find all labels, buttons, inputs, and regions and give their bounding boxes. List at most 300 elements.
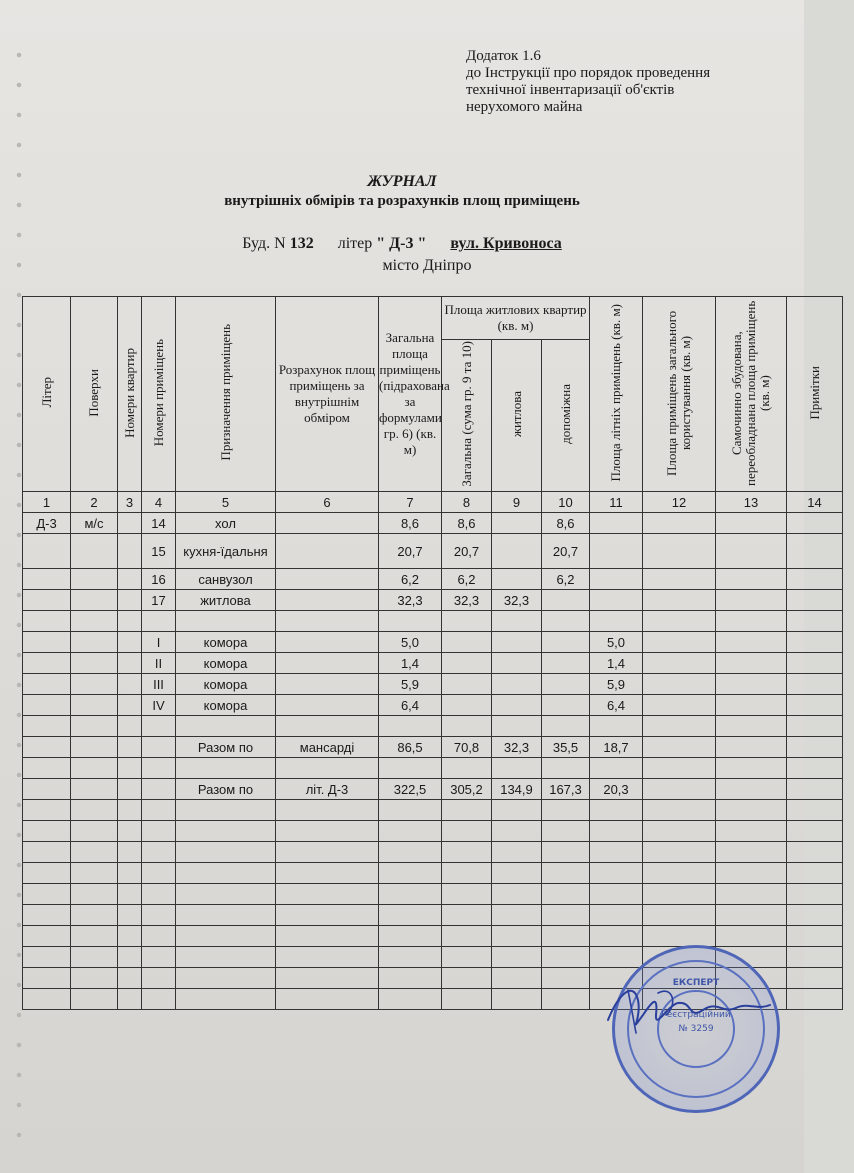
- cell-empty: [590, 926, 643, 947]
- cell-summer: 6,4: [590, 695, 643, 716]
- cell-lv: [492, 569, 542, 590]
- building-line: [0, 235, 804, 253]
- cell-floor: м/с: [71, 513, 118, 534]
- header-floors: Поверхи: [71, 297, 118, 492]
- cell-empty: [176, 926, 276, 947]
- cell-empty: [23, 863, 71, 884]
- cell-note: [787, 590, 843, 611]
- cell-liter: [23, 632, 71, 653]
- liter-value: " Д-3 ": [376, 235, 427, 252]
- cell-liter: [23, 695, 71, 716]
- cell-liter: [23, 758, 71, 779]
- cell-empty: [118, 842, 142, 863]
- cell-note: [787, 569, 843, 590]
- cell-lt: 305,2: [442, 779, 492, 800]
- cell-purpose: [176, 758, 276, 779]
- cell-empty: [542, 884, 590, 905]
- cell-empty: [142, 926, 176, 947]
- cell-empty: [716, 842, 787, 863]
- column-number: 11: [590, 492, 643, 513]
- header-living-group: Площа житлових квартир (кв. м): [442, 297, 590, 340]
- cell-empty: [590, 884, 643, 905]
- appendix-line-3: технічної інвентаризації об'єктів: [466, 82, 675, 98]
- cell-room: [142, 758, 176, 779]
- column-number: 6: [276, 492, 379, 513]
- cell-empty: [787, 821, 843, 842]
- cell-unauth: [716, 779, 787, 800]
- cell-empty: [716, 884, 787, 905]
- cell-summer: [590, 513, 643, 534]
- column-number: 3: [118, 492, 142, 513]
- column-number: 2: [71, 492, 118, 513]
- cell-empty: [276, 884, 379, 905]
- table-row: [23, 716, 843, 737]
- cell-total: 8,6: [379, 513, 442, 534]
- cell-liter: [23, 611, 71, 632]
- cell-calc: [276, 569, 379, 590]
- cell-lt: [442, 674, 492, 695]
- cell-la: [542, 695, 590, 716]
- appendix-line-1: Додаток 1.6: [466, 48, 541, 64]
- cell-la: [542, 674, 590, 695]
- cell-unauth: [716, 758, 787, 779]
- cell-empty: [643, 842, 716, 863]
- cell-lv: [492, 758, 542, 779]
- cell-calc: [276, 632, 379, 653]
- table-row: [23, 695, 843, 716]
- cell-empty: [276, 821, 379, 842]
- cell-floor: [71, 653, 118, 674]
- cell-apt: [118, 653, 142, 674]
- cell-empty: [787, 947, 843, 968]
- cell-empty: [643, 926, 716, 947]
- header-living: житлова: [492, 340, 542, 492]
- cell-empty: [643, 821, 716, 842]
- cell-purpose: санвузол: [176, 569, 276, 590]
- table-row-empty: [23, 863, 843, 884]
- cell-floor: [71, 737, 118, 758]
- cell-floor: [71, 695, 118, 716]
- cell-common: [643, 716, 716, 737]
- cell-purpose: Разом по: [176, 737, 276, 758]
- cell-summer: [590, 590, 643, 611]
- cell-calc: мансарді: [276, 737, 379, 758]
- header-purpose: Призначення приміщень: [176, 297, 276, 492]
- cell-empty: [379, 800, 442, 821]
- cell-calc: [276, 513, 379, 534]
- cell-empty: [23, 989, 71, 1010]
- cell-empty: [542, 842, 590, 863]
- column-number: 7: [379, 492, 442, 513]
- street-name: вул. Кривоноса: [450, 235, 562, 252]
- cell-unauth: [716, 737, 787, 758]
- appendix-line-2: до Інструкції про порядок проведення: [466, 65, 711, 81]
- cell-empty: [23, 821, 71, 842]
- cell-unauth: [716, 513, 787, 534]
- cell-lv: [492, 611, 542, 632]
- column-number: 12: [643, 492, 716, 513]
- header-total-area: Загальна площа приміщень (підрахована за формулами гр. 6) (кв. м): [379, 297, 442, 492]
- cell-lv: [492, 653, 542, 674]
- cell-purpose: комора: [176, 632, 276, 653]
- cell-lt: 20,7: [442, 534, 492, 569]
- cell-unauth: [716, 590, 787, 611]
- cell-empty: [71, 863, 118, 884]
- cell-room: [142, 779, 176, 800]
- cell-empty: [492, 800, 542, 821]
- cell-total: [379, 716, 442, 737]
- cell-total: 5,0: [379, 632, 442, 653]
- journal-table: [22, 296, 843, 1010]
- cell-purpose: [176, 716, 276, 737]
- cell-purpose: комора: [176, 653, 276, 674]
- cell-empty: [787, 989, 843, 1010]
- cell-empty: [442, 884, 492, 905]
- cell-common: [643, 569, 716, 590]
- cell-empty: [118, 905, 142, 926]
- cell-empty: [542, 905, 590, 926]
- cell-empty: [142, 989, 176, 1010]
- cell-empty: [442, 947, 492, 968]
- cell-unauth: [716, 569, 787, 590]
- cell-empty: [276, 800, 379, 821]
- cell-floor: [71, 674, 118, 695]
- cell-empty: [492, 863, 542, 884]
- cell-total: 6,2: [379, 569, 442, 590]
- cell-note: [787, 737, 843, 758]
- column-number-row: [23, 492, 843, 513]
- cell-empty: [590, 821, 643, 842]
- cell-summer: [590, 716, 643, 737]
- cell-lv: [492, 632, 542, 653]
- cell-empty: [71, 947, 118, 968]
- cell-lt: 70,8: [442, 737, 492, 758]
- cell-empty: [71, 842, 118, 863]
- table-row-empty: [23, 842, 843, 863]
- header-calculation: Розрахунок площ приміщень за внутрішнім обміром: [276, 297, 379, 492]
- cell-calc: [276, 716, 379, 737]
- cell-lv: [492, 674, 542, 695]
- cell-empty: [590, 842, 643, 863]
- cell-room: 17: [142, 590, 176, 611]
- cell-note: [787, 632, 843, 653]
- cell-empty: [542, 926, 590, 947]
- cell-empty: [142, 947, 176, 968]
- cell-empty: [23, 947, 71, 968]
- cell-lt: [442, 632, 492, 653]
- cell-note: [787, 674, 843, 695]
- cell-empty: [442, 989, 492, 1010]
- cell-apt: [118, 611, 142, 632]
- header-rooms: Номери приміщень: [142, 297, 176, 492]
- cell-summer: 5,0: [590, 632, 643, 653]
- cell-empty: [142, 863, 176, 884]
- cell-lv: 32,3: [492, 590, 542, 611]
- appendix-note: [466, 48, 796, 116]
- cell-lt: [442, 758, 492, 779]
- header-notes: Примітки: [787, 297, 843, 492]
- cell-empty: [142, 884, 176, 905]
- table-row: [23, 758, 843, 779]
- cell-purpose: житлова: [176, 590, 276, 611]
- cell-empty: [492, 989, 542, 1010]
- cell-liter: [23, 779, 71, 800]
- cell-empty: [787, 926, 843, 947]
- cell-liter: [23, 569, 71, 590]
- cell-empty: [542, 863, 590, 884]
- cell-empty: [142, 842, 176, 863]
- cell-total: 86,5: [379, 737, 442, 758]
- cell-empty: [71, 884, 118, 905]
- column-number: 9: [492, 492, 542, 513]
- cell-liter: Д-3: [23, 513, 71, 534]
- cell-summer: [590, 758, 643, 779]
- header-apartments: Номери квартир: [118, 297, 142, 492]
- cell-la: [542, 611, 590, 632]
- cell-empty: [118, 926, 142, 947]
- cell-empty: [590, 800, 643, 821]
- cell-floor: [71, 534, 118, 569]
- cell-empty: [142, 821, 176, 842]
- cell-empty: [176, 989, 276, 1010]
- cell-unauth: [716, 674, 787, 695]
- cell-room: II: [142, 653, 176, 674]
- stamp-number: № 3259: [678, 1024, 714, 1034]
- cell-empty: [118, 968, 142, 989]
- cell-total: 6,4: [379, 695, 442, 716]
- cell-apt: [118, 779, 142, 800]
- cell-empty: [492, 926, 542, 947]
- cell-empty: [176, 968, 276, 989]
- cell-note: [787, 779, 843, 800]
- cell-summer: 20,3: [590, 779, 643, 800]
- header-summer-area: Площа літніх приміщень (кв. м): [590, 297, 643, 492]
- cell-purpose: Разом по: [176, 779, 276, 800]
- table-row: [23, 632, 843, 653]
- cell-la: 167,3: [542, 779, 590, 800]
- column-number: 5: [176, 492, 276, 513]
- cell-lv: [492, 534, 542, 569]
- table-row: [23, 534, 843, 569]
- cell-empty: [590, 905, 643, 926]
- cell-room: IV: [142, 695, 176, 716]
- cell-unauth: [716, 611, 787, 632]
- cell-empty: [590, 947, 643, 968]
- cell-total: [379, 758, 442, 779]
- cell-empty: [276, 968, 379, 989]
- cell-common: [643, 590, 716, 611]
- header-living-total: Загальна (сума гр. 9 та 10): [442, 340, 492, 492]
- cell-empty: [787, 968, 843, 989]
- cell-empty: [542, 947, 590, 968]
- cell-purpose: хол: [176, 513, 276, 534]
- cell-calc: [276, 674, 379, 695]
- cell-calc: [276, 695, 379, 716]
- cell-empty: [176, 800, 276, 821]
- cell-apt: [118, 534, 142, 569]
- cell-lv: [492, 695, 542, 716]
- bud-number: 132: [289, 235, 314, 252]
- cell-empty: [142, 905, 176, 926]
- cell-empty: [71, 926, 118, 947]
- cell-room: [142, 737, 176, 758]
- cell-empty: [492, 968, 542, 989]
- cell-empty: [379, 842, 442, 863]
- cell-empty: [118, 947, 142, 968]
- cell-summer: [590, 611, 643, 632]
- cell-empty: [142, 800, 176, 821]
- cell-floor: [71, 611, 118, 632]
- cell-room: 15: [142, 534, 176, 569]
- cell-empty: [176, 821, 276, 842]
- cell-room: [142, 611, 176, 632]
- city-name: місто Дніпро: [382, 257, 472, 274]
- cell-empty: [71, 905, 118, 926]
- stamp-center-text: Реєстраційний: [661, 1010, 731, 1020]
- cell-liter: [23, 590, 71, 611]
- cell-apt: [118, 513, 142, 534]
- cell-empty: [23, 968, 71, 989]
- cell-room: III: [142, 674, 176, 695]
- cell-empty: [23, 905, 71, 926]
- cell-empty: [542, 968, 590, 989]
- cell-empty: [542, 821, 590, 842]
- cell-empty: [379, 905, 442, 926]
- cell-calc: [276, 590, 379, 611]
- cell-common: [643, 534, 716, 569]
- cell-lt: [442, 611, 492, 632]
- cell-total: 322,5: [379, 779, 442, 800]
- cell-empty: [176, 863, 276, 884]
- cell-empty: [442, 926, 492, 947]
- cell-empty: [442, 800, 492, 821]
- cell-empty: [276, 947, 379, 968]
- cell-liter: [23, 737, 71, 758]
- cell-empty: [379, 821, 442, 842]
- cell-unauth: [716, 716, 787, 737]
- cell-la: 6,2: [542, 569, 590, 590]
- table-row-empty: [23, 905, 843, 926]
- cell-apt: [118, 674, 142, 695]
- cell-empty: [787, 842, 843, 863]
- cell-empty: [542, 989, 590, 1010]
- column-number: 1: [23, 492, 71, 513]
- column-number: 13: [716, 492, 787, 513]
- table-row-empty: [23, 821, 843, 842]
- table-row: [23, 779, 843, 800]
- cell-empty: [442, 842, 492, 863]
- cell-common: [643, 779, 716, 800]
- table-row-empty: [23, 884, 843, 905]
- cell-empty: [643, 863, 716, 884]
- cell-floor: [71, 716, 118, 737]
- cell-common: [643, 632, 716, 653]
- cell-empty: [379, 947, 442, 968]
- cell-empty: [492, 842, 542, 863]
- journal-title: ЖУРНАЛ: [367, 173, 437, 190]
- cell-total: 5,9: [379, 674, 442, 695]
- cell-la: 8,6: [542, 513, 590, 534]
- cell-empty: [643, 884, 716, 905]
- cell-summer: [590, 534, 643, 569]
- cell-lv: [492, 716, 542, 737]
- cell-la: [542, 590, 590, 611]
- cell-la: [542, 716, 590, 737]
- cell-lv: 134,9: [492, 779, 542, 800]
- column-number: 4: [142, 492, 176, 513]
- cell-empty: [787, 905, 843, 926]
- cell-liter: [23, 674, 71, 695]
- cell-liter: [23, 653, 71, 674]
- cell-apt: [118, 758, 142, 779]
- cell-empty: [142, 968, 176, 989]
- cell-summer: 18,7: [590, 737, 643, 758]
- cell-lt: 6,2: [442, 569, 492, 590]
- cell-room: 14: [142, 513, 176, 534]
- cell-empty: [118, 863, 142, 884]
- cell-summer: 1,4: [590, 653, 643, 674]
- cell-summer: [590, 569, 643, 590]
- table-body: [23, 513, 843, 1010]
- cell-lt: 32,3: [442, 590, 492, 611]
- cell-total: 32,3: [379, 590, 442, 611]
- cell-la: [542, 653, 590, 674]
- cell-apt: [118, 716, 142, 737]
- cell-empty: [442, 905, 492, 926]
- cell-room: [142, 716, 176, 737]
- cell-empty: [643, 905, 716, 926]
- header-auxiliary: допоміжна: [542, 340, 590, 492]
- cell-empty: [542, 800, 590, 821]
- header-common-area: Площа приміщень загального користування (кв. м): [643, 297, 716, 492]
- cell-empty: [23, 800, 71, 821]
- cell-empty: [118, 884, 142, 905]
- header-liter: Літер: [23, 297, 71, 492]
- column-number: 14: [787, 492, 843, 513]
- table-row: [23, 569, 843, 590]
- cell-empty: [276, 863, 379, 884]
- cell-empty: [118, 800, 142, 821]
- cell-floor: [71, 779, 118, 800]
- cell-apt: [118, 632, 142, 653]
- cell-empty: [176, 884, 276, 905]
- cell-empty: [492, 947, 542, 968]
- cell-empty: [787, 863, 843, 884]
- cell-empty: [176, 947, 276, 968]
- cell-empty: [590, 863, 643, 884]
- stamp-top-text: ЕКСПЕРТ: [672, 978, 720, 988]
- cell-apt: [118, 695, 142, 716]
- cell-empty: [118, 989, 142, 1010]
- column-number: 10: [542, 492, 590, 513]
- cell-room: 16: [142, 569, 176, 590]
- table-row: [23, 737, 843, 758]
- cell-empty: [379, 863, 442, 884]
- cell-empty: [118, 821, 142, 842]
- cell-empty: [442, 863, 492, 884]
- cell-empty: [643, 800, 716, 821]
- cell-empty: [71, 989, 118, 1010]
- cell-empty: [442, 968, 492, 989]
- cell-total: 1,4: [379, 653, 442, 674]
- cell-empty: [716, 821, 787, 842]
- cell-floor: [71, 590, 118, 611]
- cell-floor: [71, 632, 118, 653]
- cell-la: [542, 758, 590, 779]
- cell-total: [379, 611, 442, 632]
- header-unauthorized-area: Самочинно збудована, переобладнана площа приміщень (кв. м): [716, 297, 787, 492]
- cell-la: [542, 632, 590, 653]
